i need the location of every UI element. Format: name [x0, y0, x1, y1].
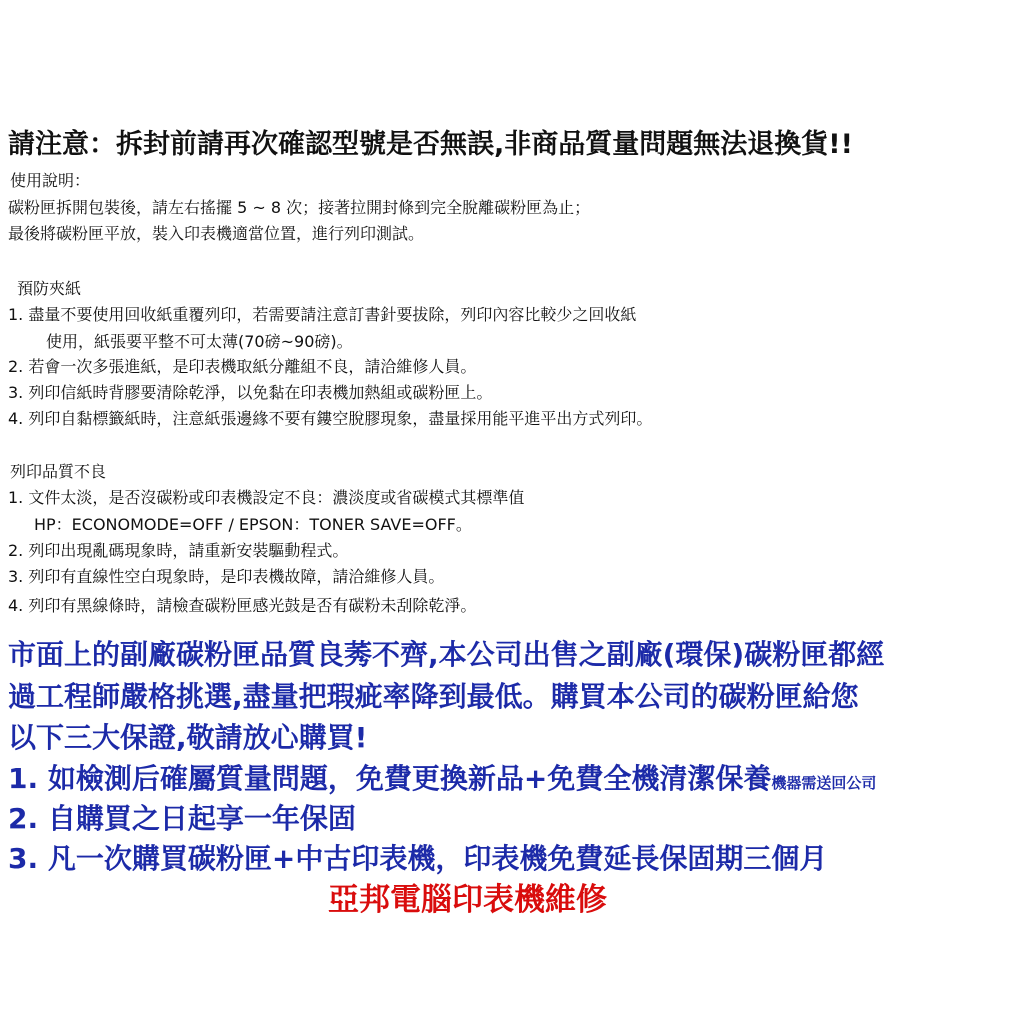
- usage-line: 最後將碳粉匣平放，裝入印表機適當位置，進行列印測試。: [8, 224, 425, 243]
- print-quality-item: HP：ECONOMODE=OFF / EPSON：TONER SAVE=OFF。: [34, 515, 472, 534]
- print-quality-item: 2. 列印出現亂碼現象時，請重新安裝驅動程式。: [8, 541, 349, 560]
- paper-jam-item: 2. 若會一次多張進紙，是印表機取紙分離組不良，請洽維修人員。: [8, 357, 477, 376]
- paper-jam-item: 3. 列印信紙時背膠要清除乾淨，以免黏在印表機加熱組或碳粉匣上。: [8, 383, 493, 402]
- print-quality-item: 4. 列印有黑線條時，請檢查碳粉匣感光鼓是否有碳粉未刮除乾淨。: [8, 596, 477, 615]
- guarantee-item: 3. 凡一次購買碳粉匣+中古印表機，印表機免費延長保固期三個月: [8, 842, 828, 875]
- shop-name: 亞邦電腦印表機維修: [328, 882, 607, 918]
- guarantee-item: [8, 757, 876, 797]
- paper-jam-item: 使用，紙張要平整不可太薄(70磅~90磅)。: [46, 332, 353, 351]
- usage-line: 碳粉匣拆開包裝後，請左右搖擺 5 ~ 8 次；接著拉開封條到完全脫離碳粉匣為止；: [8, 198, 591, 217]
- guarantee-item-text: 1. 如檢測后確屬質量問題，免費更換新品+免費全機清潔保養: [8, 762, 772, 795]
- print-quality-item: 3. 列印有直線性空白現象時，是印表機故障，請洽維修人員。: [8, 567, 445, 586]
- warning-text: 請注意：拆封前請再次確認型號是否無誤,非商品質量問題無法退換貨!!: [8, 129, 853, 160]
- guarantee-intro: 以下三大保證,敬請放心購買!: [8, 721, 368, 754]
- guarantee-intro: 市面上的副廠碳粉匣品質良莠不齊,本公司出售之副廠(環保)碳粉匣都經: [8, 638, 885, 671]
- paper-jam-item: 4. 列印自黏標籤紙時，注意紙張邊緣不要有鏤空脫膠現象，盡量採用能平進平出方式列印。: [8, 409, 653, 428]
- guarantee-item: 2. 自購買之日起享一年保固: [8, 802, 356, 835]
- paper-jam-item: 1. 盡量不要使用回收紙重覆列印，若需要請注意訂書針要拔除，列印內容比較少之回收紙: [8, 305, 637, 324]
- print-quality-item: 1. 文件太淡，是否沒碳粉或印表機設定不良：濃淡度或省碳模式其標準值: [8, 488, 525, 507]
- print-quality-heading: 列印品質不良: [10, 462, 107, 481]
- paper-jam-heading: 預防夾紙: [17, 279, 82, 298]
- guarantee-intro: 過工程師嚴格挑選,盡量把瑕疵率降到最低。購買本公司的碳粉匣給您: [8, 680, 859, 713]
- guarantee-item-note: 機器需送回公司: [771, 774, 877, 792]
- usage-heading: 使用說明：: [10, 171, 91, 190]
